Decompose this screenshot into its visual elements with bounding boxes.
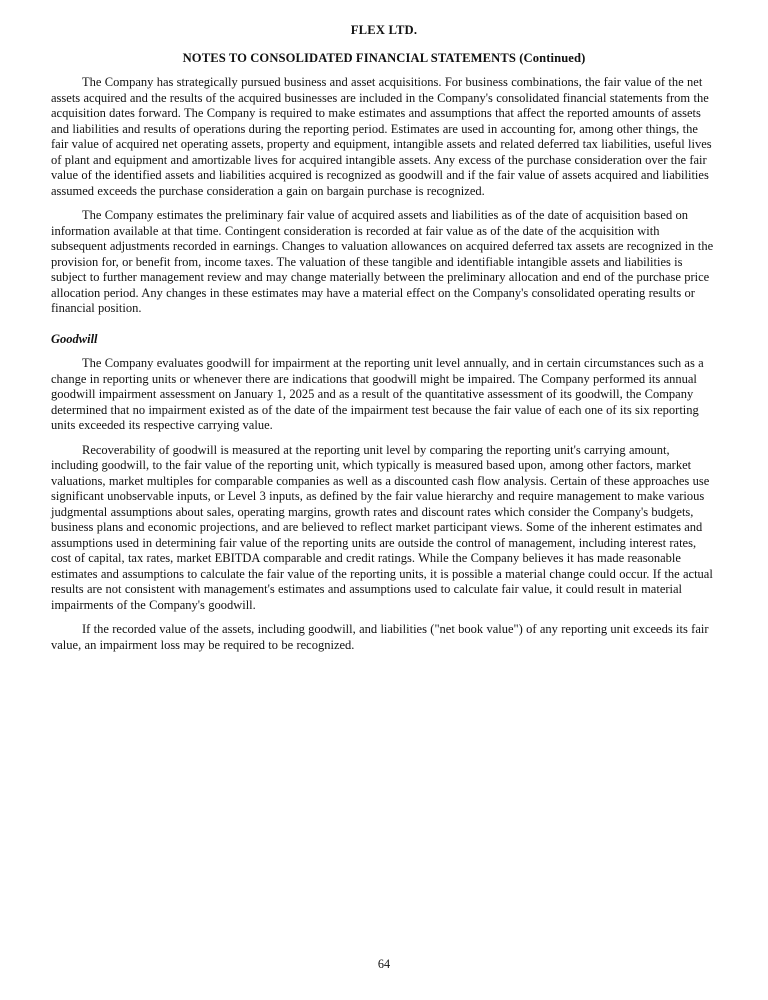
document-header xyxy=(51,22,717,66)
paragraph-business-acquisitions: The Company has strategically pursued business and asset acquisitions. For business combinations, the fair value of the net assets acquired and the results of the acquired businesses are included in the Company's consolidated financial statements from the acquisition dates forward. The Company is required to make estimates and assumptions that affect the reported amounts of assets and liabilities and results of operations during the reporting period. Estimates are used in accounting for, among other things, the fair value of acquired net operating assets, property and equipment, intangible assets and related deferred tax liabilities, useful lives of plant and equipment and amortizable lives for acquired intangible assets. Any excess of the purchase consideration over the fair value of the identified assets and liabilities acquired is recognized as goodwill and if the fair value of assets acquired and liabilities assumed exceeds the purchase consideration a gain on bargain purchase is recognized. xyxy=(51,75,712,198)
paragraph-preliminary-fair-value: The Company estimates the preliminary fair value of acquired assets and liabilities as of the date of acquisition based on information available at that time. Contingent consideration is recorded at fair value as of the date of the acquisition with subsequent adjustments recorded in earnings. Changes to valuation allowances on acquired deferred tax assets are recognized in the provision for, or benefit from, income taxes. The valuation of these tangible and identifiable intangible assets and liabilities is subject to further management review and may change materially between the preliminary allocation and end of the purchase price allocation period. Any changes in these estimates may have a material effect on the Company's consolidated operating results or financial position. xyxy=(51,208,714,315)
document-title: NOTES TO CONSOLIDATED FINANCIAL STATEMENTS (Continued) xyxy=(182,51,586,65)
section-heading-goodwill: Goodwill xyxy=(51,331,98,346)
document-footer xyxy=(0,957,768,972)
paragraph-goodwill-impairment-assessment: The Company evaluates goodwill for impairment at the reporting unit level annually, and in certain circumstances such as a change in reporting units or whenever there are indications that goodwill might be impaired. The Company performed its annual goodwill impairment assessment on January 1, 2025 and as a result of the quantitative assessment of its goodwill, the Company determined that no impairment existed as of the date of the impairment test because the fair value of each one of its six reporting units exceeded its respective carrying value. xyxy=(51,356,704,432)
paragraph-goodwill-recoverability: Recoverability of goodwill is measured at the reporting unit level by comparing the reporting unit's carrying amount, including goodwill, to the fair value of the reporting unit, which typically is measured based upon, among other factors, market valuations, market multiples for comparable companies as well as a discounted cash flow analysis. Certain of these approaches use significant unobservable inputs, or Level 3 inputs, as defined by the fair value hierarchy and require management to make various judgmental assumptions about sales, operating margins, growth rates and discount rates which consider the Company's budgets, business plans and economic projections, and are believed to reflect market participant views. Some of the inherent estimates and assumptions used in determining fair value of the reporting units are outside the control of management, including interest rates, cost of capital, tax rates, market EBITDA comparable and credit ratings. While the Company believes it has made reasonable estimates and assumptions to calculate the fair value of the reporting units, it is possible a material change could occur. If the actual results are not consistent with management's estimates and assumptions used to calculate fair value, it could result in material impairments of the Company's goodwill. xyxy=(51,442,713,612)
page-number: 64 xyxy=(377,957,391,971)
paragraph-net-book-value: If the recorded value of the assets, including goodwill, and liabilities ("net book value") of any reporting unit exceeds its fair value, an impairment loss may be required to be recognized. xyxy=(51,622,709,652)
document-body xyxy=(51,75,717,653)
company-name: FLEX LTD. xyxy=(350,23,418,37)
